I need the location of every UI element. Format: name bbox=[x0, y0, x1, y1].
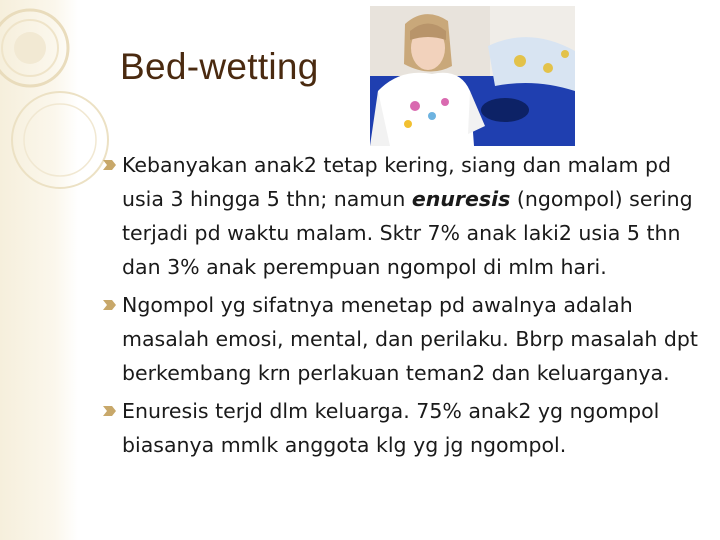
bullet-icon bbox=[102, 157, 118, 173]
child-photo-image bbox=[370, 6, 575, 146]
bullet-item-2 bbox=[100, 288, 700, 390]
bullet-text-before: Kebanyakan anak2 tetap kering, siang dan malam pd usia 3 hingga 5 thn; namun bbox=[122, 153, 671, 211]
bullet-icon bbox=[102, 403, 118, 419]
bullet-icon bbox=[102, 297, 118, 313]
bullet-item-1 bbox=[100, 148, 700, 284]
bullet-emphasis: enuresis bbox=[411, 187, 511, 211]
bullet-text: Ngompol yg sifatnya menetap pd awalnya adalah masalah emosi, mental, dan perilaku. Bbrp masalah dpt berkembang krn perlakuan teman2 dan keluarganya. bbox=[122, 293, 698, 385]
bullet-list bbox=[100, 148, 700, 466]
slide-photo bbox=[370, 6, 575, 146]
bullet-text-after: (ngompol) sering terjadi pd waktu malam. Sktr 7% anak laki2 usia 5 thn dan 3% anak perempuan ngompol di mlm hari. bbox=[122, 187, 693, 279]
bullet-item-3 bbox=[100, 394, 700, 462]
bullet-text: Enuresis terjd dlm keluarga. 75% anak2 yg ngompol biasanya mmlk anggota klg yg jg ngompol. bbox=[122, 399, 660, 457]
slide-title: Bed-wetting bbox=[120, 46, 319, 87]
